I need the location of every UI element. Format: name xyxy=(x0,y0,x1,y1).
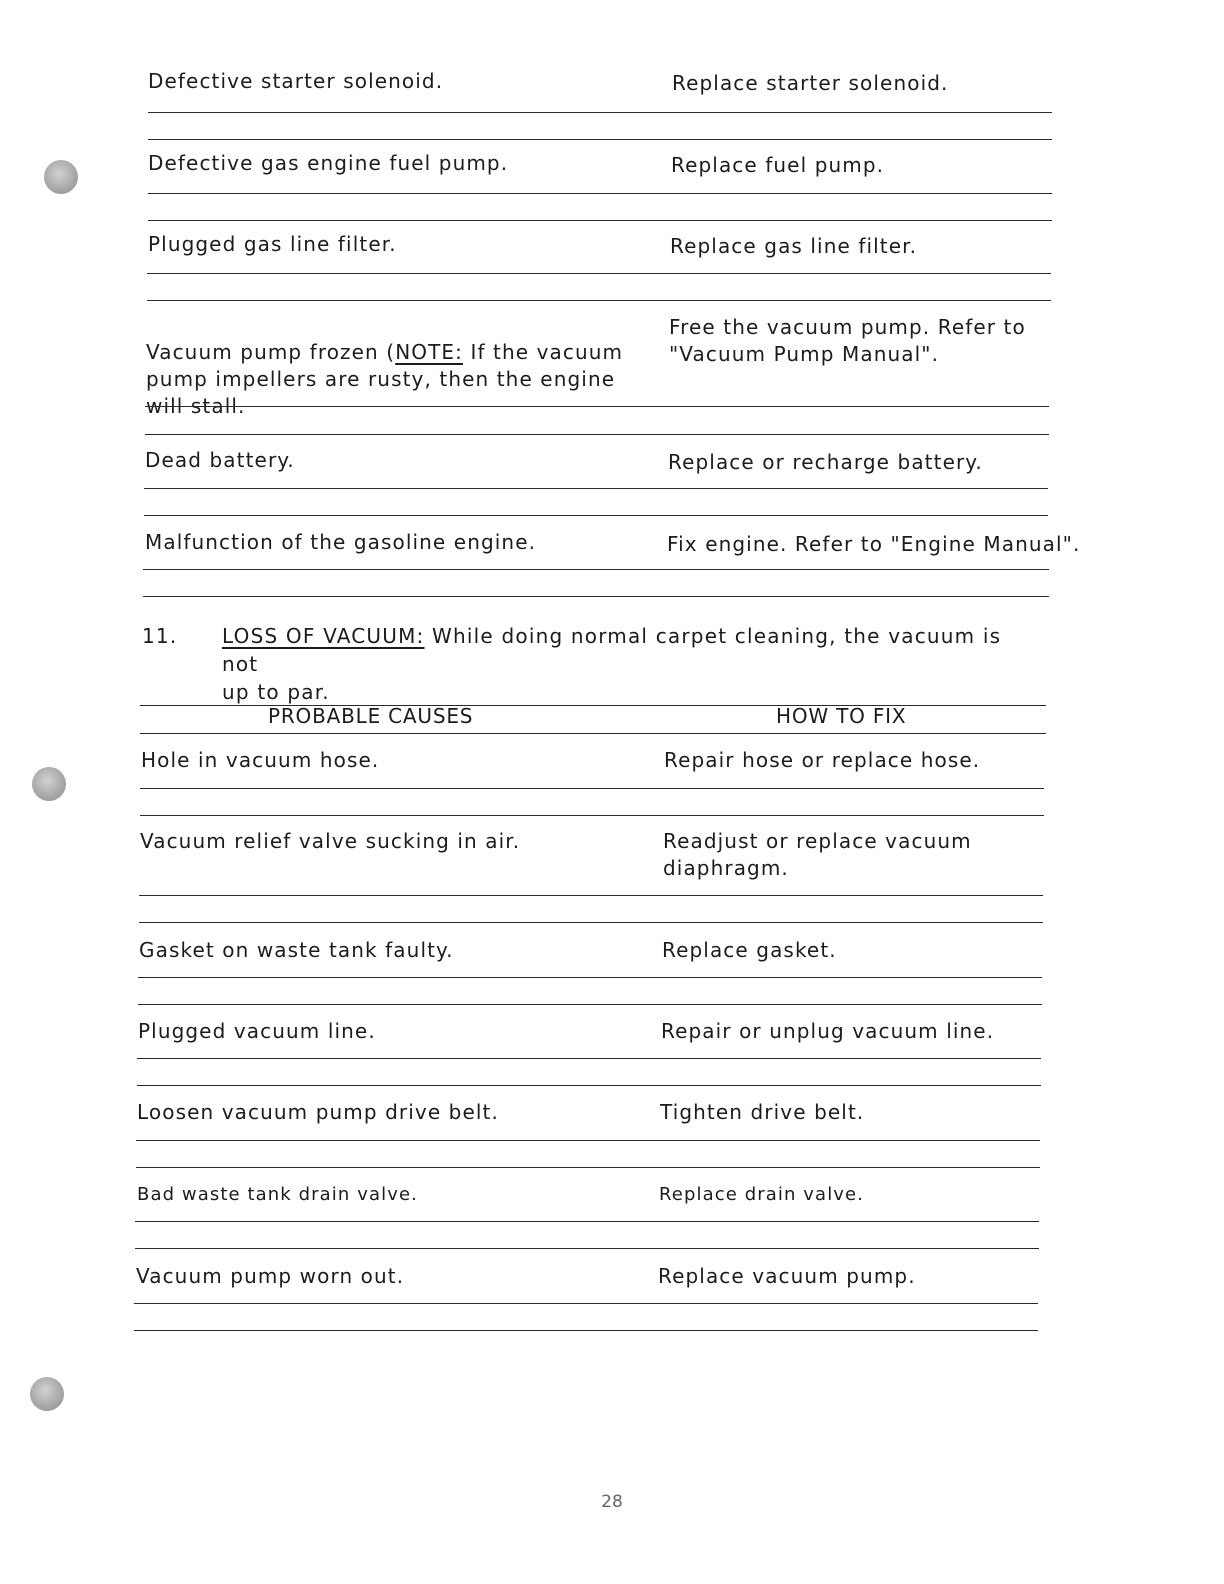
divider xyxy=(147,273,1051,274)
cause-text: Loosen vacuum pump drive belt. xyxy=(137,1100,499,1124)
column-header-causes: PROBABLE CAUSES xyxy=(268,704,474,728)
divider xyxy=(134,1330,1038,1331)
fix-text: Repair hose or replace hose. xyxy=(664,748,981,772)
binder-hole xyxy=(30,1377,64,1411)
divider xyxy=(135,1248,1039,1249)
cause-text xyxy=(146,312,623,420)
cause-text: Gasket on waste tank faulty. xyxy=(139,938,454,962)
cause-text: Defective gas engine fuel pump. xyxy=(148,151,509,175)
cause-text: Hole in vacuum hose. xyxy=(141,748,380,772)
cause-text: Plugged vacuum line. xyxy=(138,1019,376,1043)
divider xyxy=(148,139,1052,140)
fix-text: Replace gas line filter. xyxy=(670,234,918,258)
section-number: 11. xyxy=(142,624,178,648)
divider xyxy=(145,434,1049,435)
column-header-fix: HOW TO FIX xyxy=(776,704,907,728)
divider xyxy=(139,922,1043,923)
divider xyxy=(140,788,1044,789)
fix-text: Readjust or replace vacuum diaphragm. xyxy=(663,829,972,880)
divider xyxy=(148,112,1052,113)
fix-text: Replace fuel pump. xyxy=(671,153,885,177)
cause-text: Malfunction of the gasoline engine. xyxy=(145,530,537,554)
cause-text: Vacuum relief valve sucking in air. xyxy=(140,829,521,853)
page-number: 28 xyxy=(601,1492,623,1512)
fix-text: Replace vacuum pump. xyxy=(658,1264,916,1288)
section-title: LOSS OF VACUUM: xyxy=(222,624,425,648)
cause-text: Bad waste tank drain valve. xyxy=(137,1184,418,1205)
divider xyxy=(136,1140,1040,1141)
fix-text: Fix engine. Refer to "Engine Manual". xyxy=(667,532,1081,556)
divider xyxy=(138,1004,1042,1005)
divider xyxy=(137,1058,1041,1059)
section-text-cont: up to par. xyxy=(222,680,330,704)
divider xyxy=(138,977,1042,978)
divider xyxy=(148,193,1052,194)
fix-text: Replace or recharge battery. xyxy=(668,450,983,474)
section-description xyxy=(222,622,1042,706)
binder-hole xyxy=(32,767,66,801)
section-text: While doing normal carpet cleaning, the vacuum is not xyxy=(222,624,1002,676)
divider xyxy=(144,488,1048,489)
divider xyxy=(143,596,1049,597)
cause-text-part: If the vacuum pump impellers are rusty, then the engine will stall. xyxy=(146,340,624,418)
header-rule-bottom xyxy=(140,733,1046,734)
note-label: NOTE: xyxy=(395,340,463,364)
fix-text: Free the vacuum pump. Refer to "Vacuum Pump Manual". xyxy=(669,315,1026,366)
binder-hole xyxy=(44,160,78,194)
fix-text: Tighten drive belt. xyxy=(660,1100,865,1124)
cause-text: Vacuum pump worn out. xyxy=(136,1264,405,1288)
divider xyxy=(137,1085,1041,1086)
divider xyxy=(134,1303,1038,1304)
divider xyxy=(143,569,1049,570)
divider xyxy=(145,406,1049,407)
divider xyxy=(147,300,1051,301)
fix-text: Repair or unplug vacuum line. xyxy=(661,1019,995,1043)
divider xyxy=(136,1167,1040,1168)
divider xyxy=(148,220,1052,221)
cause-text: Dead battery. xyxy=(145,448,295,472)
divider xyxy=(144,515,1048,516)
divider xyxy=(140,815,1044,816)
divider xyxy=(135,1221,1039,1222)
fix-text: Replace gasket. xyxy=(662,938,837,962)
cause-text: Defective starter solenoid. xyxy=(148,69,444,93)
cause-text-part: Vacuum pump frozen ( xyxy=(146,340,396,364)
cause-text: Plugged gas line filter. xyxy=(148,232,397,256)
divider xyxy=(139,895,1043,896)
fix-text: Replace starter solenoid. xyxy=(672,71,949,95)
fix-text: Replace drain valve. xyxy=(659,1184,865,1205)
